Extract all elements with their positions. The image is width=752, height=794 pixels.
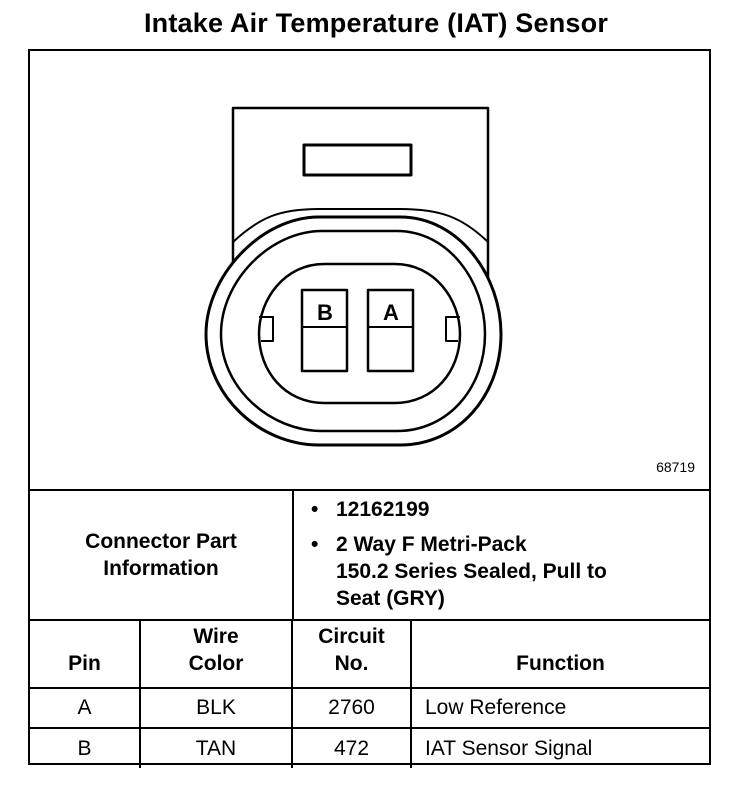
cell-wire-color: TAN: [140, 728, 292, 768]
description-line: 2 Way F Metri-Pack: [336, 533, 527, 556]
bullet-icon: •: [311, 533, 319, 556]
header-function: [411, 621, 709, 688]
header-pin: [30, 621, 140, 688]
pin-table-section: [30, 619, 709, 765]
connector-info-section: [30, 489, 709, 619]
connector-outer-shell: [206, 217, 501, 445]
table-row: [30, 688, 709, 728]
connector-drawing: [30, 51, 709, 489]
cell-circuit: 2760: [292, 688, 411, 728]
header-text: Wire: [193, 625, 239, 648]
header-wire-color: [140, 621, 292, 688]
info-label-line: Connector Part: [85, 530, 237, 553]
connector-info-list: [294, 491, 708, 619]
bullet-icon: •: [311, 498, 319, 521]
part-number: 12162199: [336, 498, 430, 521]
header-text: Circuit: [318, 625, 385, 648]
cell-wire-color: BLK: [140, 688, 292, 728]
table-header-row: [30, 621, 709, 688]
part-number-item: [311, 496, 430, 523]
connector-diagram: [30, 51, 709, 489]
header-text: Color: [188, 652, 244, 675]
header-circuit-no: [292, 621, 411, 688]
diagram-title: Intake Air Temperature (IAT) Sensor: [143, 8, 609, 38]
header-text: No.: [334, 652, 369, 675]
cell-function: IAT Sensor Signal: [425, 736, 593, 760]
cell-pin: A: [30, 688, 140, 728]
connector-description-item: [311, 531, 607, 612]
pin-label-b: B: [317, 300, 333, 325]
pin-table: [30, 621, 709, 768]
cell-function: Low Reference: [411, 688, 709, 728]
reference-number: 68719: [656, 459, 695, 475]
description-line: 150.2 Series Sealed, Pull to: [336, 560, 607, 583]
sensor-frame: [28, 49, 711, 765]
table-row: [30, 728, 709, 768]
cell-circuit: 472: [292, 728, 411, 768]
connector-info-label: [30, 491, 294, 619]
description-line: Seat (GRY): [336, 587, 445, 610]
header-text: Function: [516, 652, 605, 675]
pin-label-a: A: [383, 300, 399, 325]
header-text: Pin: [68, 652, 101, 675]
cell-pin: B: [30, 728, 140, 768]
info-label-line: Information: [103, 557, 219, 580]
